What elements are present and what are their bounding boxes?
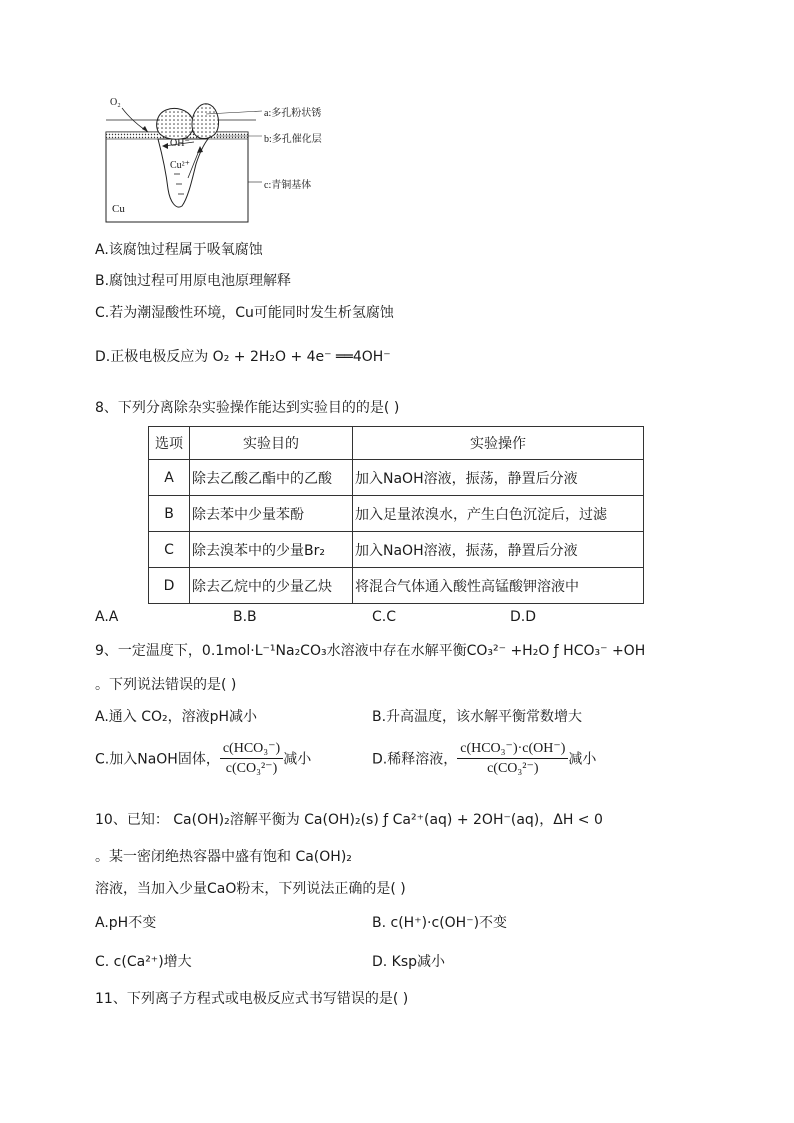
header-operation: 实验操作 — [353, 427, 644, 460]
q7-option-c: C.若为潮湿酸性环境，Cu可能同时发生析氢腐蚀 — [95, 305, 394, 321]
diagram-label-b: b:多孔催化层 — [264, 134, 322, 145]
q10-option-b: B. c(H⁺)·c(OH⁻)不变 — [372, 915, 508, 931]
q9-d-fraction — [457, 740, 568, 777]
cell-option: B — [149, 496, 190, 532]
cell-operation: 加入NaOH溶液，振荡，静置后分液 — [353, 460, 644, 496]
diagram-label-c: c:青铜基体 — [264, 180, 312, 191]
q9-d-suffix: 减小 — [568, 751, 597, 768]
q8-option-a: A.A — [95, 609, 119, 625]
diagram-o2-label: O₂ — [110, 97, 121, 108]
table-row — [149, 496, 644, 532]
q9-option-d — [372, 740, 596, 777]
header-option: 选项 — [149, 427, 190, 460]
q7-option-d: D.正极电极反应为 O₂ + 2H₂O + 4e⁻ ══4OH⁻ — [95, 349, 391, 365]
cell-option: C — [149, 532, 190, 568]
cell-goal: 除去溴苯中的少量Br₂ — [190, 532, 353, 568]
cell-option: D — [149, 568, 190, 604]
q9-option-c — [95, 740, 311, 777]
q8-stem: 8、下列分离除杂实验操作能达到实验目的的是( ) — [95, 400, 400, 416]
cell-operation: 加入足量浓溴水，产生白色沉淀后，过滤 — [353, 496, 644, 532]
q7-option-b: B.腐蚀过程可用原电池原理解释 — [95, 273, 292, 289]
fraction-numerator: c(HCO₃⁻)·c(OH⁻) — [457, 740, 568, 759]
cell-goal: 除去乙烷中的少量乙炔 — [190, 568, 353, 604]
q10-stem: 10、已知： Ca(OH)₂溶解平衡为 Ca(OH)₂(s) ƒ Ca²⁺(aq) + 2OH⁻(aq)，ΔH < 0 — [95, 812, 603, 828]
diagram-label-a: a:多孔粉状锈 — [264, 108, 322, 119]
q10-stem-continued-2: 溶液，当加入少量CaO粉末，下列说法正确的是( ) — [95, 881, 406, 897]
q8-option-b: B.B — [233, 609, 257, 625]
q8-option-c: C.C — [372, 609, 397, 625]
table-row — [149, 532, 644, 568]
header-goal: 实验目的 — [190, 427, 353, 460]
q8-option-d: D.D — [510, 609, 537, 625]
cell-option: A — [149, 460, 190, 496]
fraction-denominator: c(CO₃²⁻) — [225, 761, 278, 776]
q9-stem-continued: 。下列说法错误的是( ) — [95, 677, 237, 693]
q7-option-a: A.该腐蚀过程属于吸氧腐蚀 — [95, 242, 263, 258]
table-header-row — [149, 427, 644, 460]
q10-option-d: D. Ksp减小 — [372, 954, 446, 970]
cell-operation: 将混合气体通入酸性高锰酸钾溶液中 — [353, 568, 644, 604]
q9-c-prefix: C.加入NaOH固体， — [95, 751, 220, 768]
q9-c-fraction — [220, 740, 283, 777]
diagram-cu-label: Cu — [112, 203, 125, 215]
table-row — [149, 568, 644, 604]
cell-goal: 除去苯中少量苯酚 — [190, 496, 353, 532]
q10-option-a: A.pH不变 — [95, 915, 157, 931]
q9-option-b: B.升高温度，该水解平衡常数增大 — [372, 709, 583, 725]
fraction-numerator: c(HCO₃⁻) — [220, 740, 283, 759]
q9-stem: 9、一定温度下，0.1mol·L⁻¹Na₂CO₃水溶液中存在水解平衡CO₃²⁻ +H₂O ƒ HCO₃⁻ +OH — [95, 643, 646, 659]
q9-c-suffix: 减小 — [283, 751, 312, 768]
table-row — [149, 460, 644, 496]
cell-goal: 除去乙酸乙酯中的乙酸 — [190, 460, 353, 496]
cell-operation: 加入NaOH溶液，振荡，静置后分液 — [353, 532, 644, 568]
fraction-denominator: c(CO₃²⁻) — [487, 761, 539, 776]
diagram-cu2-label: Cu²⁺ — [170, 160, 190, 171]
q8-table — [148, 426, 644, 604]
diagram-oh-label: OH⁻ — [170, 138, 190, 149]
q10-option-c: C. c(Ca²⁺)增大 — [95, 954, 192, 970]
q9-option-a: A.通入 CO₂，溶液pH减小 — [95, 709, 258, 725]
q10-stem-continued: 。某一密闭绝热容器中盛有饱和 Ca(OH)₂ — [95, 849, 352, 865]
q9-d-prefix: D.稀释溶液， — [372, 751, 458, 768]
q11-stem: 11、下列离子方程式或电极反应式书写错误的是( ) — [95, 991, 409, 1007]
